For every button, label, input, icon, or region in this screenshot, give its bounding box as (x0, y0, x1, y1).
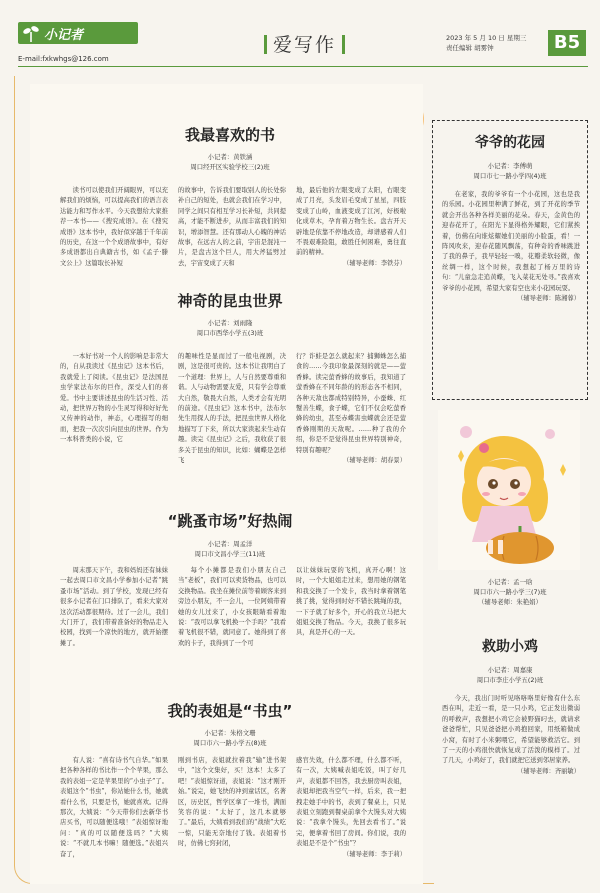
article-reporter: 小记者：周孟洋 (207, 540, 253, 548)
article-school: 周口市文昌小学三(11)班 (194, 550, 266, 558)
article-text: 一本好书对一个人的影响是非常大的，自从我读过《昆虫记》这本书后，我就爱上了阅读。《昆虫记》是法国昆虫学家法布尔的巨作，深受人们的喜爱。书中主要讲述昆虫的生活习性、活动，把世界万物的小生灵写得和好好先又传神的动作，神态，心理描写的细而，把我一次次引向昆虫的世界。作为一本科普类的小说，它 (60, 353, 168, 444)
article-title: “跳蚤市场”好热闹 (167, 512, 293, 530)
article-reporter: 小记者：刘雨隆 (207, 319, 253, 327)
sidebar-story-title: 救助小鸡 (482, 639, 538, 655)
article-text: 读书可以使我们开阔眼界，可以充解我们的烦恼，可以提高我们的语言表达能力和写作水平。今天我想给大家推荐一本书——《搜究成语》。在《搜究成语》这本书中，我好似穿越于千年前的历史，在这一个个成语故事中，有好多成语都出自典籍古书，如《孟子·滕文公上》这篇取长补短 (60, 187, 168, 267)
sidebar-story-reporter: 小记者：周嘉康 (487, 666, 533, 674)
child-drawing (438, 410, 580, 570)
drawing-school: 周口市六一路小学三(7)班 (473, 588, 547, 596)
article-column (296, 352, 406, 487)
article-text: 周末那天下午，我和妈妈还有妹妹一起去周口市文昌小学参加小记者“跳蚤市场”活动。到了学校，发现已经有很多小记者在门口排队了，看来大家对这次活动都很期待。过了一会儿，我们大门开了，我们带着准备好的物品走入校园，找到一个凉快的地方，就开始摆摊了。 (60, 567, 168, 647)
sidebar-story-teacher: （辅导老师：齐丽敏） (517, 767, 580, 775)
article-teacher: （辅导老师：李于莉） (343, 850, 406, 858)
article-title: 神奇的昆虫世界 (177, 292, 283, 310)
sprout-icon (22, 23, 40, 43)
article-text: 地，最后他的左眼变成了太阳，右眼变成了月亮，头发眉毛变成了星星，四肢变成了山岭，血液变成了江河，好极啦化成草木，孕育着万物生长。盘古开天辟地是依靠不停地改造，却谱感着人们不畏艰难险阻，敢胜任何困难，勇往直前的精神。 (296, 187, 406, 257)
sidebar-story-text: 在老家，我的爷爷有一个小花园，这也是我的乐园。小花园里种满了鲜花，到了开花的季节就会开出各种各样美丽的花朵。春天，金黄色的迎春花开了，在阳光下显得格外耀眼，它们紧挨着，仿佛在向谁炫耀她们美丽的小脸蛋，看！一阵风吹来，迎春花随风飘荡，有种奇的香味跳进了我的鼻子，我早轻轻一嗅，花瓣柔软轻微，像丝绸一样，这个时候，我想起了杨万里的诗句：“儿童急走追黄蝶，飞入菜花无处寻。”我喜欢爷爷的小花园，希望大家有空也来小花园玩耍。 (442, 191, 580, 292)
header-divider (18, 66, 588, 67)
article-column (60, 352, 168, 487)
column-logo (18, 22, 138, 44)
article-column (178, 566, 286, 674)
article-text: 的趣味性是显而过了一般电视剧，决剧，这是很可贵的。这本书让我明白了一个道理：世界上，人与自然要尊重和谐。人与动物需要友爱，只有学会尊重大自然，敬畏大自然，人类才会有光明的前途。《昆虫记》这本书中，法布尔先生用探人的手法，把昆虫世界人格化地描写了下来，所以大家读起来生动有趣。读完《昆虫记》之后，我收获了很多关于昆虫的知识，比如：蝴蝶是怎样飞 (178, 353, 286, 465)
sidebar-story-school: 周口市李庄小学五(2)班 (476, 676, 544, 684)
article-text: 刚到书店，表姐就拉着我“输”进书架中，“这个文集好，买！这本！太多了吧！”表姐惊讶道，表姐说：“这才刚开始。”说完，她飞快的冲到童话区，名著区，历史区，哲学区拿了一堆书，满面笑容的说：“太好了，这几本就够了。”最后，大姨看到我们的“战绩”大吃一惊，只能无奈地付了钱。表姐着书时，仿佛七窍封闭， (178, 757, 286, 848)
article-column (178, 756, 286, 882)
article-school: 周口市六一路小学五(8)班 (193, 739, 267, 747)
article-teacher: （辅导老师：李铁芬） (343, 259, 406, 267)
sidebar-story-column (442, 190, 580, 396)
sidebar-story-teacher: （辅导老师：陈湘蓉） (517, 295, 580, 303)
article-school: 周口市西华小学五(3)班 (196, 329, 264, 337)
issue-date: 2023 年 5 月 10 日 星期三 (446, 34, 527, 42)
issue-info (446, 33, 526, 53)
contact-email: E-mail:fxkwhgs@126.com (18, 55, 109, 63)
article-column (60, 566, 168, 674)
page-number: B5 (548, 30, 586, 56)
article-column (178, 352, 286, 487)
article-text: 以让妹妹玩耍的飞机，真开心啊！这时，一个大姐姐走过来，想用她的钢笔和我交换了一个发卡，我当时拿着钢笔挑了挑，觉得到时好不错长跳绳的我，一下子就了好多个，开心的我立马把大姐姐交换了物品。今天，我换了很多玩具，真是开心的一天。 (296, 567, 406, 637)
article-text: 行？诈蛙是怎么就起来？捕狮蛛怎么捕食的……今我印象最深刻的就是——萤香蜂。读完萤香蜂的故事后，我知道了萤香蜂在不同年龄的的形态各不相同，各种天敌也都成特别特异，小蚕蛛、红蟹善生蝶，食子蝶，它们不仅会吃萤香蜂的幼虫，甚至赤蝶害虫蝶就会还是萤香蜂刚期的天敌呢。……种了我的介绍，你是不是觉得昆虫世界特别神奇，特别有趣呢？ (296, 353, 406, 454)
drawing-reporter: 小记者：孟一晗 (487, 578, 533, 586)
article-school: 周口经开区实验学校三(2)班 (190, 163, 270, 171)
sidebar-story-reporter: 小记者：李傅萌 (487, 162, 533, 170)
article-column (178, 186, 286, 290)
sidebar-story-text: 今天，我出门时听见咯咯咯里好像有什么东西在叫，走近一看，是一只小鸡，它正发出微弱的呼救声，我想把小鸡它会被野猫叼去，就请求爸爸帮忙，只见爸爸把小鸡抱回家，用纸箱做成小窝，有时了小米粥喂它，希望能够救活它。到了一天的小鸡很快就恢复成了活泼的模样了。过了几天，小鸡好了，我们就把它送到邻居家养。 (442, 695, 580, 765)
article-text: 每个小摊都是我们小朋友自己当“老板”，我们可以卖货物品，也可以交换物品。我坐在摊位前等着顾客来到旁边小朋友，不一会儿，一位阿姨带着她的女儿过来了，小女孩眼睛看着地说：“我可以拿飞机换一个手吗？”我看着飞机很不错，就同意了。她得到了喜欢的卡子，我得到了一个可 (178, 567, 286, 647)
sidebar-story-title: 爷爷的花园 (475, 135, 545, 151)
girl-with-pumpkin-illustration (438, 410, 580, 570)
section-title (258, 30, 351, 57)
drawing-teacher: （辅导老师：朱艳娟） (478, 598, 542, 606)
article-title: 我最喜欢的书 (184, 126, 275, 144)
article-column (296, 566, 406, 674)
article-column (60, 756, 168, 882)
sidebar-story-column (442, 694, 580, 880)
column-logo-text: 小记者 (44, 28, 84, 43)
article-text: 感官失效，什么都不理，什么都不听，有一次，大姨喊表姐吃饭，叫了好几声，表姐都不回答，我去厨房叫表姐，表姐却把我当空气一样，后来，我一把拽走她手中的书，表到了餐桌上，只见表姐立刻跑到餐桌前拿个大馒头对大姨说：“我拿个馒头，先回去看书了。”说完，便拿着书回了房间。你们说，我的表姐是不是个“书虫”？ (296, 757, 406, 848)
article-column (296, 756, 406, 882)
issue-editor: 责任编辑 胡雾钟 (446, 44, 494, 52)
article-text: 的故事中，告诉我们要取别人的长处弥补自己的短处，也就会我们在学习中，同学之间只有相互学习长补短，共同提高，才能不断进步，从而丰富我们的知识，增添智慧。还有那动人心魄的神话故事，在远古人的之前，宇宙是混沌一片，是盘古这个巨人，用大斧猛劈过去，宇宙变成了天和 (178, 187, 286, 267)
article-column (60, 186, 168, 290)
sidebar-story-school: 周口市七一路小学四(4)班 (473, 172, 547, 180)
article-column (296, 186, 406, 290)
article-reporter: 小记者：黄铁涵 (207, 153, 253, 161)
article-reporter: 小记者：朱格文珊 (204, 729, 256, 737)
article-teacher: （辅导老师：胡春景） (343, 457, 406, 465)
section-title-text: 爱写作 (273, 34, 337, 56)
article-title: 我的表姐是“书虫” (167, 702, 293, 720)
article-text: 有人说：“喜有诗书气自华。”如果把各种各样的书比作一个个苹果，那么我的表姐一定是苹果里的“小虫子”了。表姐这个“书虫”，你站她什么书，她就看什么书，只要是书，她就喜欢。记得那次，大姨说：“今天带你们去新华书店买书，可以随便选哦！”表姐惊讶地问：“真的可以随便选吗？”大姨说：“不就几本书嘛！随便选。”表姐兴奋了， (60, 757, 168, 858)
